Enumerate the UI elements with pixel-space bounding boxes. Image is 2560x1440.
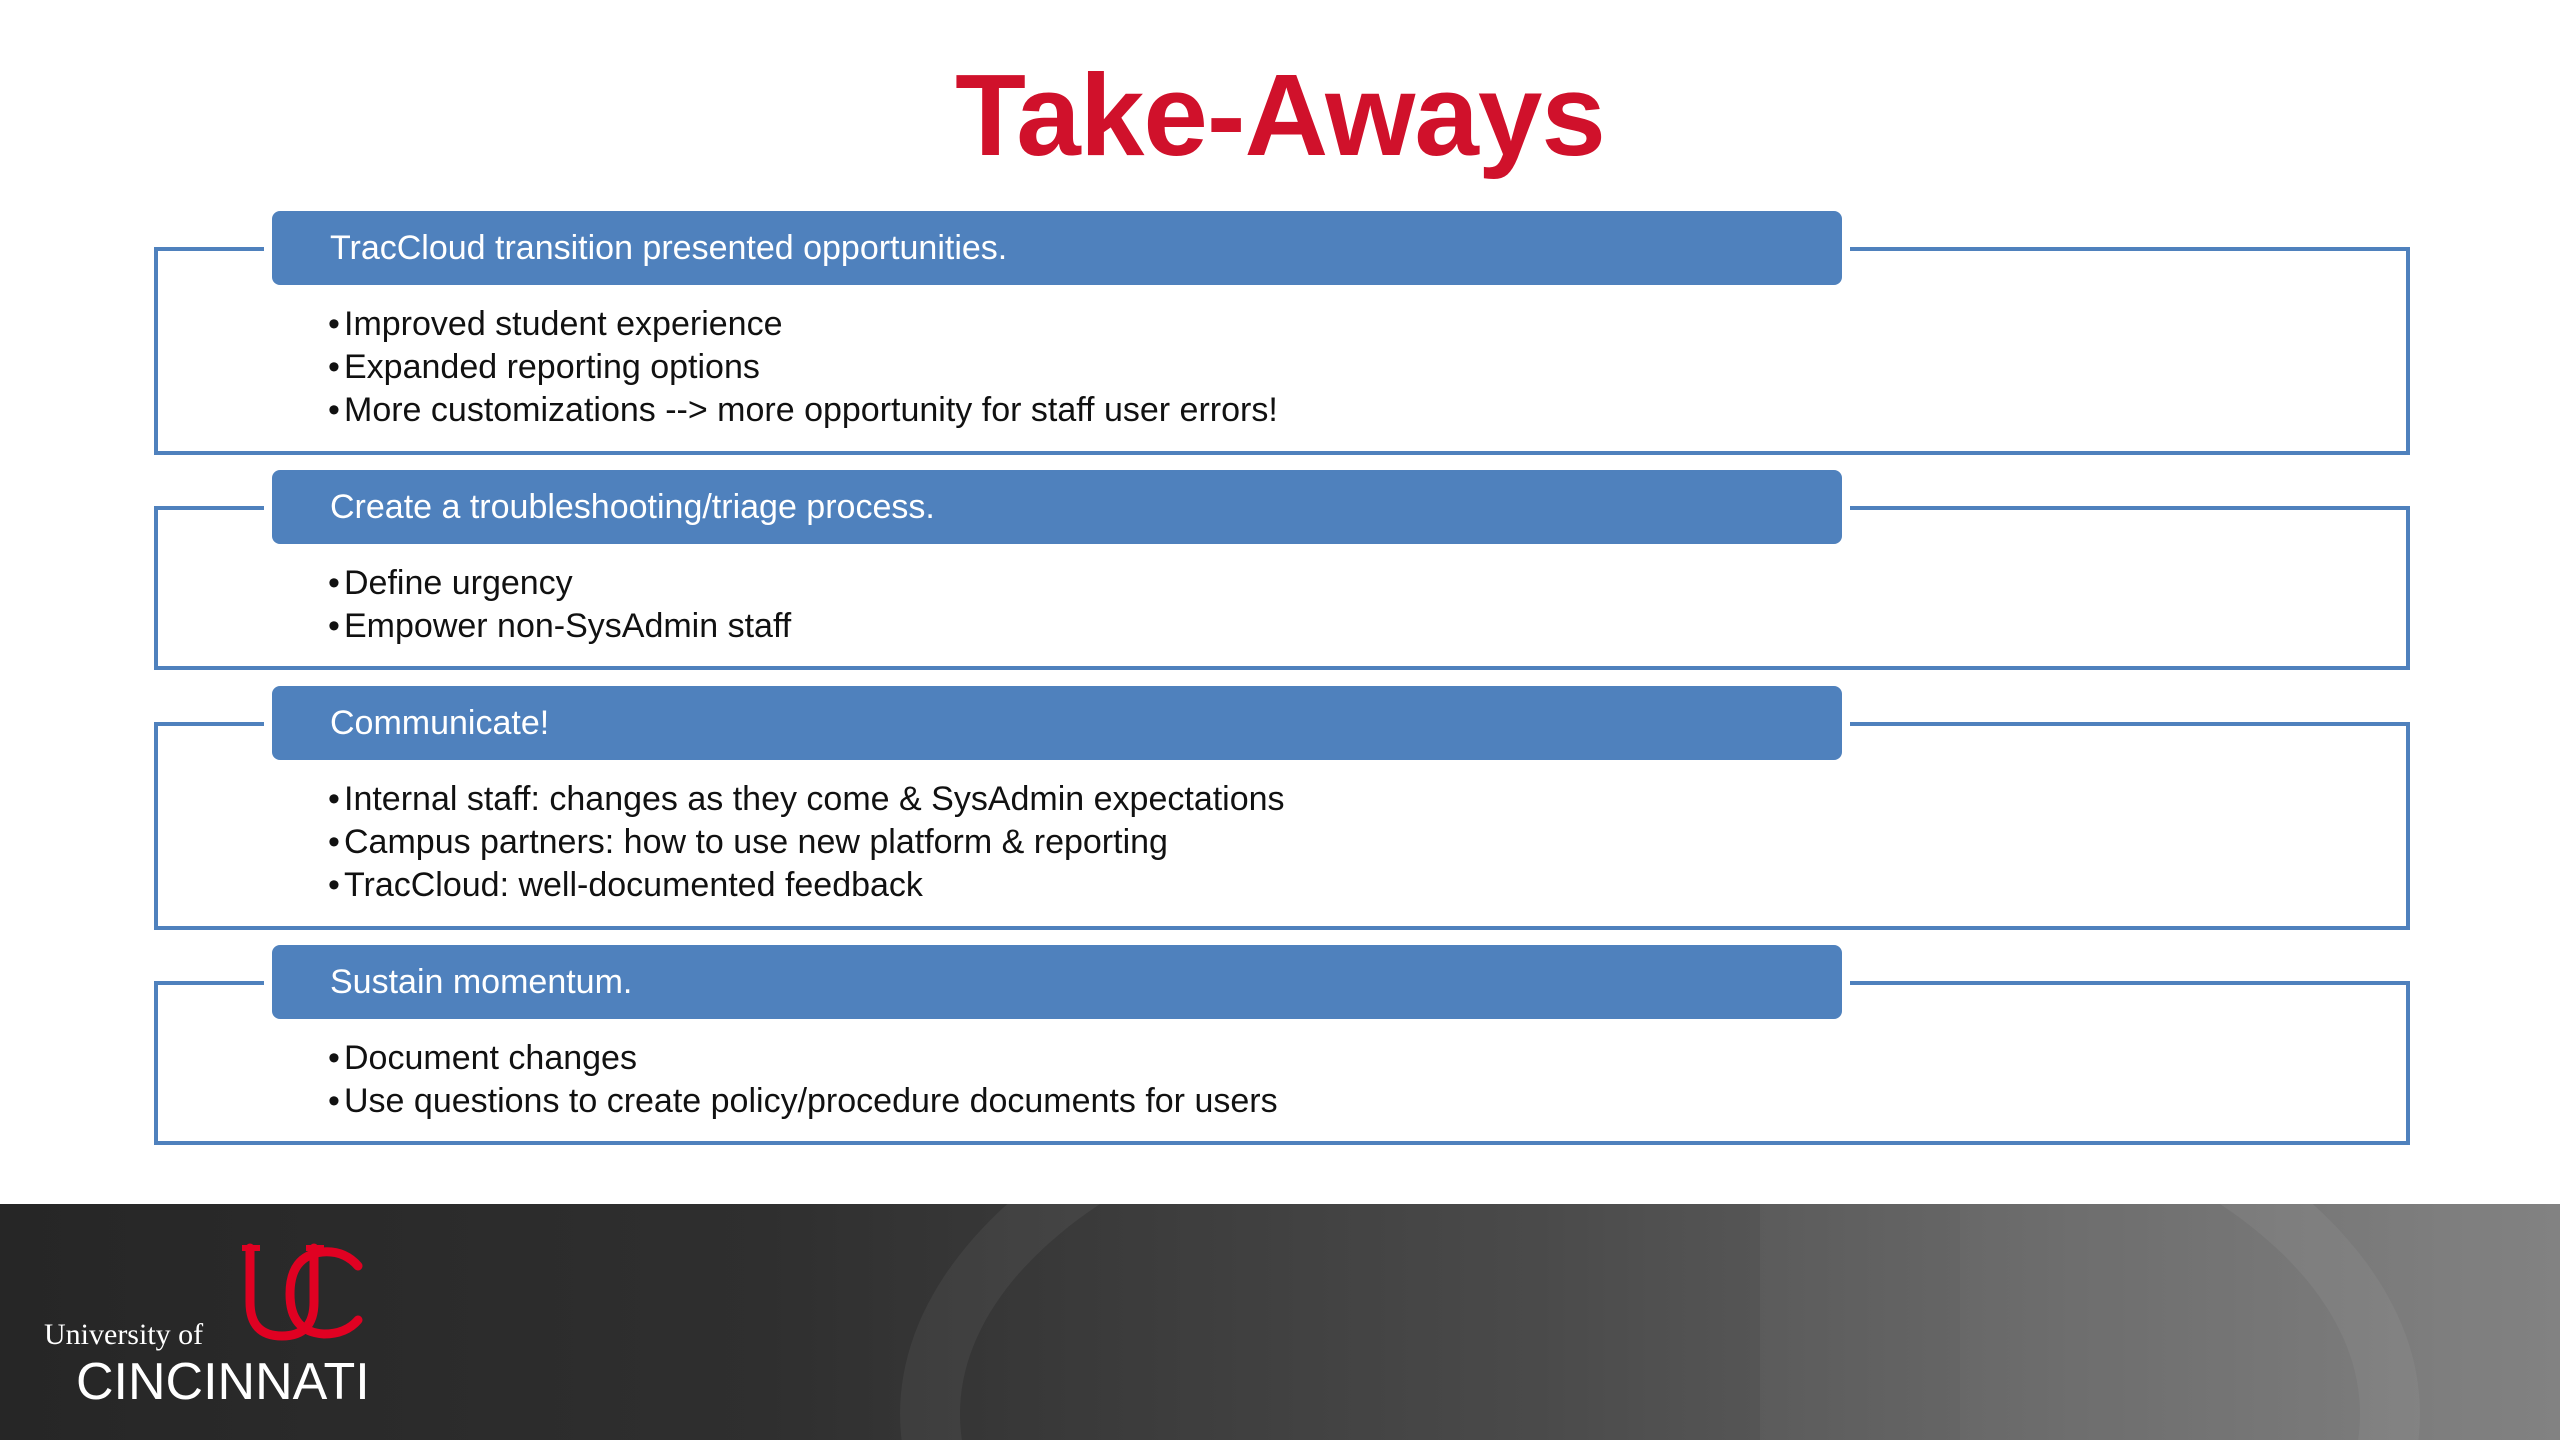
bullet-text: Document changes [344,1039,637,1077]
footer-decoration [1960,1204,2560,1440]
list-item [328,778,1285,821]
list-item [328,346,1278,389]
university-logo [40,1240,380,1410]
bullet-icon: • [328,607,340,645]
bullet-icon: • [328,1039,340,1077]
list-item [328,821,1285,864]
bullet-text: Empower non-SysAdmin staff [344,607,792,645]
bullet-icon: • [328,866,340,904]
slide-title: Take-Aways [955,50,1605,180]
list-item [328,605,791,648]
list-item [328,1037,1278,1080]
bullet-icon: • [328,780,340,818]
uc-monogram-icon [220,1240,370,1350]
bullet-list [328,303,1278,432]
footer-band [0,1204,2560,1440]
list-item [328,303,1278,346]
takeaway-group-3 [154,686,2410,930]
takeaway-group-1 [154,211,2410,455]
bullet-icon: • [328,305,340,343]
group-heading: TracCloud transition presented opportunities. [272,211,1842,285]
bullet-icon: • [328,348,340,386]
bullet-text: Campus partners: how to use new platform & reporting [344,823,1168,861]
group-heading: Create a troubleshooting/triage process. [272,470,1842,544]
list-item [328,389,1278,432]
bullet-text: Expanded reporting options [344,348,760,386]
bullet-text: Internal staff: changes as they come & SysAdmin expectations [344,780,1285,818]
logo-line-2: CINCINNATI [76,1353,370,1411]
bullet-text: Use questions to create policy/procedure documents for users [344,1082,1278,1120]
bullet-icon: • [328,564,340,602]
group-heading: Sustain momentum. [272,945,1842,1019]
bullet-text: Define urgency [344,564,573,602]
bullet-list [328,1037,1278,1123]
footer-decoration [1760,1204,1960,1440]
takeaway-group-2 [154,470,2410,670]
bullet-list [328,778,1285,907]
list-item [328,864,1285,907]
bullet-text: Improved student experience [344,305,783,343]
list-item [328,562,791,605]
bullet-list [328,562,791,648]
bullet-text: TracCloud: well-documented feedback [344,866,923,904]
list-item [328,1080,1278,1123]
bullet-icon: • [328,1082,340,1120]
bullet-text: More customizations --> more opportunity for staff user errors! [344,391,1278,429]
takeaway-group-4 [154,945,2410,1145]
bullet-icon: • [328,391,340,429]
bullet-icon: • [328,823,340,861]
logo-line-1: University of [44,1318,204,1351]
group-heading: Communicate! [272,686,1842,760]
